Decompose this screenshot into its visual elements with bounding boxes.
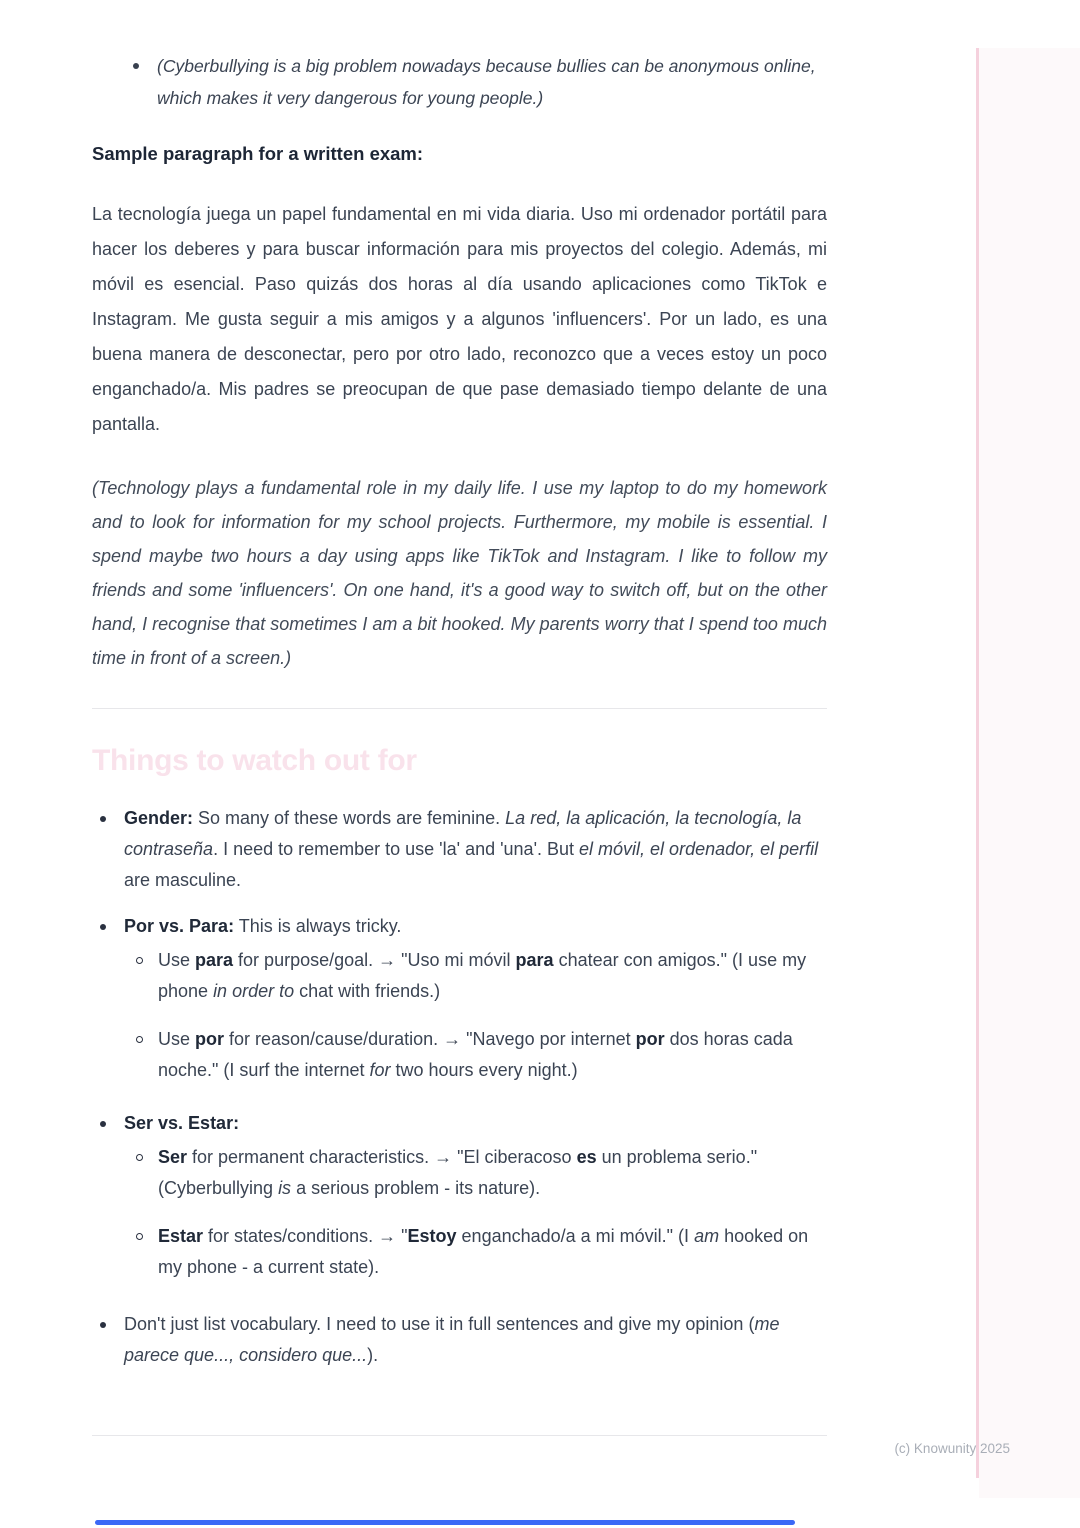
sub-list-item xyxy=(124,1142,827,1204)
list-item xyxy=(92,911,827,1086)
list-item-text: (Cyberbullying is a big problem nowadays because bullies can be anonymous online, which makes it very dangerous for young people.) xyxy=(157,56,816,108)
bottom-bar xyxy=(95,1520,795,1525)
document-page xyxy=(92,0,827,1371)
section-divider xyxy=(92,708,827,709)
sub-list xyxy=(124,945,827,1086)
list-item xyxy=(92,50,827,114)
list-item xyxy=(92,1108,827,1283)
list-item-text: Ser vs. Estar: xyxy=(124,1113,240,1133)
bullet-icon xyxy=(100,816,106,822)
list-item-text: Estar for states/conditions. → "Estoy enganchado/a a mi móvil." (I am hooked on my phone - a current state). xyxy=(158,1226,809,1277)
bullet-icon xyxy=(100,924,106,930)
sub-list-item xyxy=(124,1221,827,1283)
list-item-text: Gender: So many of these words are feminine. La red, la aplicación, la tecnología, la contraseña. I need to remember to use 'la' and 'una'. But el móvil, el ordenador, el perfil are masculine. xyxy=(124,808,819,890)
watch-out-heading: Things to watch out for xyxy=(92,744,417,777)
side-rail-line xyxy=(976,48,979,1478)
list-item-text: Por vs. Para: This is always tricky. xyxy=(124,916,402,936)
list-item-text: Use para for purpose/goal. → "Uso mi móvil para chatear con amigos." (I use my phone in order to chat with friends.) xyxy=(158,950,807,1001)
bullet-icon xyxy=(100,1322,106,1328)
sample-paragraph-heading: Sample paragraph for a written exam: xyxy=(92,143,424,164)
list-item xyxy=(92,803,827,896)
circle-bullet-icon xyxy=(136,1154,143,1161)
english-translation-paragraph: (Technology plays a fundamental role in my daily life. I use my laptop to do my homework and to look for information for my school projects. Furthermore, my mobile is essential. I spend maybe two hours a day using apps like TikTok and Instagram. I like to follow my friends and some 'influencers'. On one hand, it's a good way to switch off, but on the other hand, I recognise that sometimes I am a bit hooked. My parents worry that I spend too much time in front of a screen.) xyxy=(92,478,827,668)
sub-list xyxy=(124,1142,827,1283)
circle-bullet-icon xyxy=(136,957,143,964)
bullet-icon xyxy=(100,1121,106,1127)
intro-list xyxy=(92,50,827,114)
list-item-text: Don't just list vocabulary. I need to use it in full sentences and give my opinion (me parece que..., considero que...). xyxy=(124,1314,780,1365)
spanish-paragraph: La tecnología juega un papel fundamental en mi vida diaria. Uso mi ordenador portátil para hacer los deberes y para buscar información para mis proyectos del colegio. Además, mi móvil es esencial. Paso quizás dos horas al día usando aplicaciones como TikTok e Instagram. Me gusta seguir a mis amigos y a algunos 'influencers'. Por un lado, es una buena manera de desconectar, pero por otro lado, reconozco que a veces estoy un poco enganchado/a. Mis padres se preocupan de que pase demasiado tiempo delante de una pantalla. xyxy=(92,204,827,434)
footer-divider xyxy=(92,1435,827,1436)
sub-list-item xyxy=(124,945,827,1007)
bullet-icon xyxy=(133,63,139,69)
watch-out-list xyxy=(92,803,827,1371)
side-panel-tint xyxy=(979,48,1080,1498)
list-item-text: Use por for reason/cause/duration. → "Navego por internet por dos horas cada noche." (I surf the internet for two hours every night.) xyxy=(158,1029,793,1080)
sub-list-item xyxy=(124,1024,827,1086)
circle-bullet-icon xyxy=(136,1233,143,1240)
list-item-text: Ser for permanent characteristics. → "El ciberacoso es un problema serio." (Cyberbullying is a serious problem - its nature). xyxy=(158,1147,758,1198)
list-item xyxy=(92,1309,827,1371)
circle-bullet-icon xyxy=(136,1036,143,1043)
footer-credit: (c) Knowunity 2025 xyxy=(894,1441,1010,1456)
